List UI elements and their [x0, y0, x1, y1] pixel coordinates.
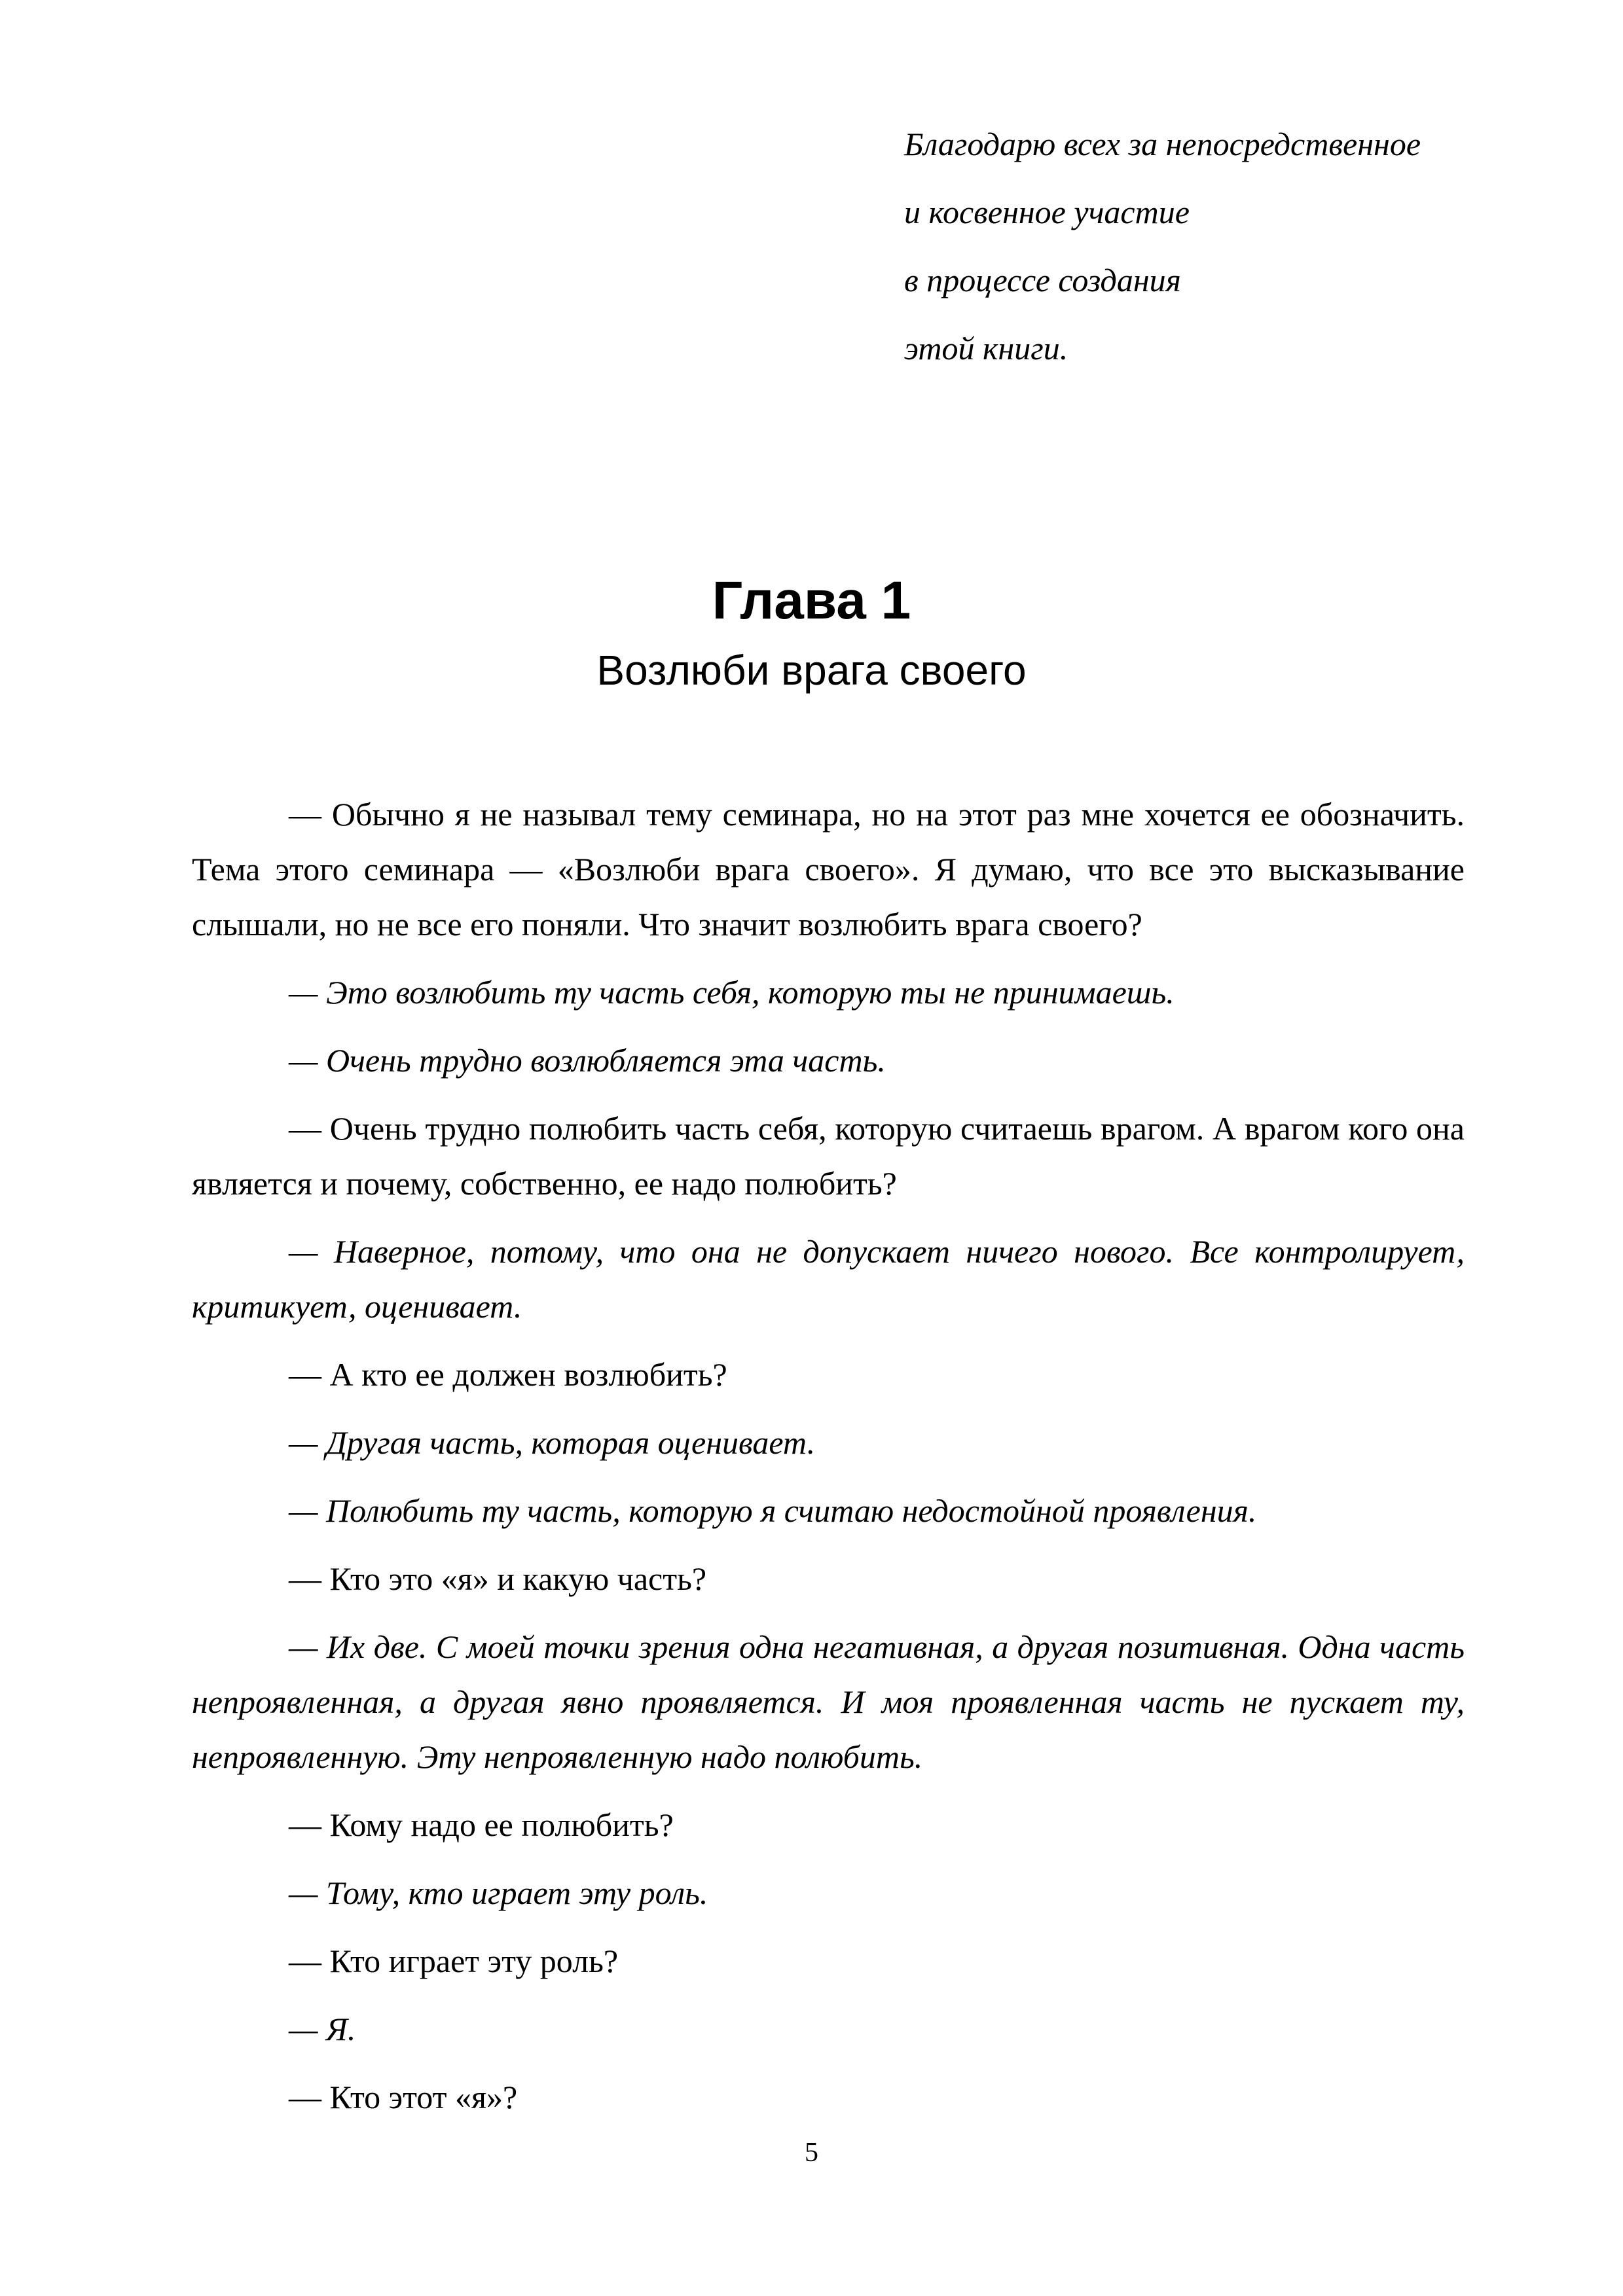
paragraph: — Кто этот «я»?	[289, 2079, 518, 2115]
paragraph: — А кто ее должен возлюбить?	[289, 1356, 727, 1393]
dedication-line: Благодарю всех за непосредственное	[904, 126, 1421, 162]
paragraph: — Их две. С моей точки зрения одна негативная, а другая позитивная. Одна часть непроявленная, а другая явно проявляется. И моя проявленная часть не пускает ту, непроявленную. Эту непроявленную надо полюбить.	[192, 1628, 1465, 1775]
body-text	[192, 787, 1465, 2138]
paragraph: — Кто играет эту роль?	[289, 1943, 619, 1979]
chapter-title: Возлюби врага своего	[596, 647, 1027, 694]
paragraph: — Обычно я не называл тему семинара, но на этот раз мне хочется ее обозначить. Тема этого семинара — «Возлюби врага своего». Я думаю, что все это высказывание слышали, но не все его поняли. Что значит возлюбить врага своего?	[192, 796, 1465, 942]
paragraph: — Это возлюбить ту часть себя, которую ты не принимаешь.	[289, 974, 1175, 1011]
paragraph: — Кому надо ее полюбить?	[289, 1806, 674, 1843]
paragraph: — Очень трудно полюбить часть себя, которую считаешь врагом. А врагом кого она является и почему, собственно, ее надо полюбить?	[192, 1110, 1465, 1202]
paragraph: — Наверное, потому, что она не допускает ничего нового. Все контролирует, критикует, оценивает.	[192, 1233, 1465, 1325]
paragraph: — Тому, кто играет эту роль.	[289, 1874, 708, 1911]
dedication-line: в процессе создания	[904, 262, 1181, 298]
dedication	[904, 110, 1559, 382]
paragraph: — Кто это «я» и какую часть?	[289, 1560, 707, 1597]
chapter-number: Глава 1	[712, 571, 911, 630]
paragraph: — Очень трудно возлюбляется эта часть.	[289, 1042, 886, 1079]
page-number: 5	[805, 2138, 818, 2168]
dedication-line: и косвенное участие	[904, 194, 1190, 230]
paragraph: — Другая часть, которая оценивает.	[289, 1424, 816, 1461]
paragraph: — Я.	[289, 2011, 356, 2047]
paragraph: — Полюбить ту часть, которую я считаю недостойной проявления.	[289, 1492, 1257, 1529]
chapter-heading	[0, 568, 1623, 703]
dedication-line: этой книги.	[904, 330, 1068, 367]
